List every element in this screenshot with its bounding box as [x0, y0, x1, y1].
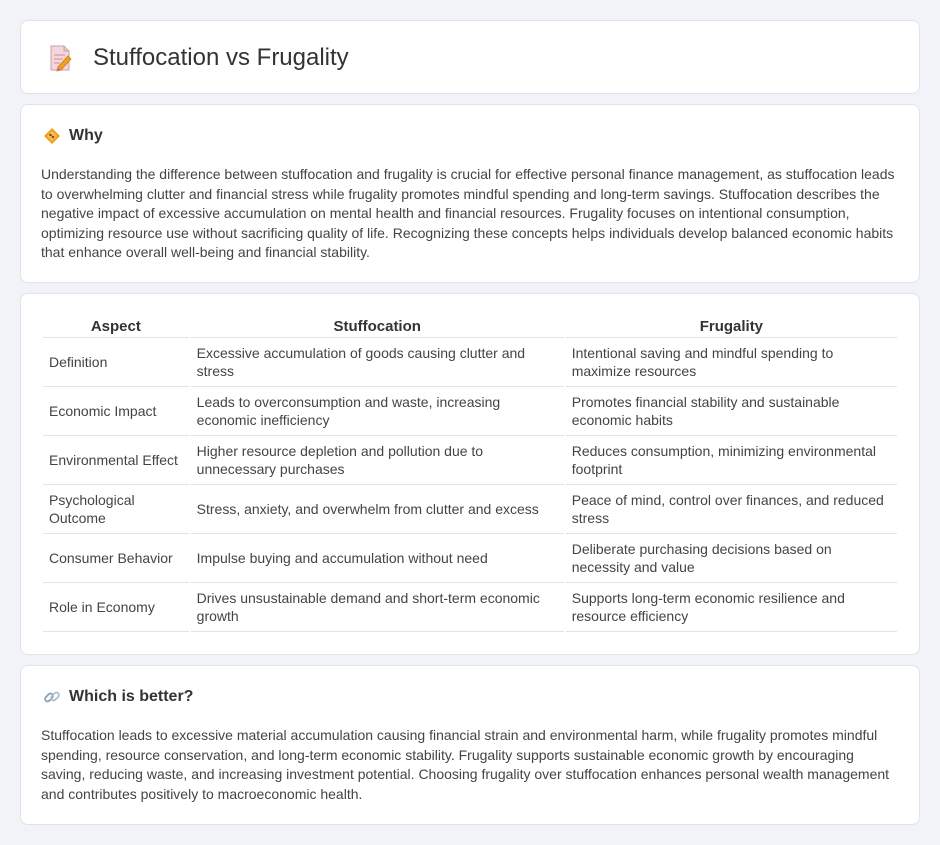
- why-heading: [43, 127, 103, 145]
- frugality-cell: Reduces consumption, minimizing environmental footprint: [566, 436, 897, 485]
- why-title: Why: [69, 127, 103, 144]
- frugality-cell: Deliberate purchasing decisions based on necessity and value: [566, 534, 897, 583]
- frugality-cell: Supports long-term economic resilience and resource efficiency: [566, 583, 897, 632]
- header-frugality: Frugality: [566, 316, 897, 338]
- table-row: [43, 338, 897, 387]
- aspect-cell: Definition: [43, 338, 189, 387]
- header-stuffocation: Stuffocation: [191, 316, 564, 338]
- stuffocation-cell: Higher resource depletion and pollution due to unnecessary purchases: [191, 436, 564, 485]
- aspect-cell: Role in Economy: [43, 583, 189, 632]
- table-row: [43, 387, 897, 436]
- aspect-cell: Psychological Outcome: [43, 485, 189, 534]
- table-header-row: [43, 316, 897, 338]
- aspect-cell: Consumer Behavior: [43, 534, 189, 583]
- better-section: [20, 665, 920, 825]
- frugality-cell: Intentional saving and mindful spending to maximize resources: [566, 338, 897, 387]
- why-section: [20, 104, 920, 283]
- better-title: Which is better?: [69, 688, 194, 705]
- comparison-section: [20, 293, 920, 655]
- aspect-cell: Environmental Effect: [43, 436, 189, 485]
- diamond-sign-icon: [43, 127, 61, 145]
- document-pencil-icon: [45, 43, 75, 73]
- stuffocation-cell: Stress, anxiety, and overwhelm from clutter and excess: [191, 485, 564, 534]
- header-aspect: Aspect: [43, 316, 189, 338]
- table-row: [43, 534, 897, 583]
- page-title: Stuffocation vs Frugality: [93, 44, 349, 71]
- stuffocation-cell: Impulse buying and accumulation without need: [191, 534, 564, 583]
- title-row: [45, 43, 349, 73]
- why-text: Understanding the difference between stuffocation and frugality is crucial for effective personal finance management, as stuffocation leads to overwhelming clutter and financial stress while frugality promotes mindful spending and long-term savings. Stuffocation describes the negative impact of excessive accumulation on mental health and financial resources. Frugality focuses on intentional consumption, optimizing resource use without sacrificing quality of life. Recognizing these concepts helps individuals develop balanced economic habits that enhance overall well-being and financial stability.: [41, 166, 895, 261]
- aspect-cell: Economic Impact: [43, 387, 189, 436]
- stuffocation-cell: Excessive accumulation of goods causing clutter and stress: [191, 338, 564, 387]
- frugality-cell: Promotes financial stability and sustainable economic habits: [566, 387, 897, 436]
- stuffocation-cell: Leads to overconsumption and waste, increasing economic inefficiency: [191, 387, 564, 436]
- table-row: [43, 583, 897, 632]
- link-icon: [43, 688, 61, 706]
- header-card: [20, 20, 920, 94]
- better-heading: [43, 688, 193, 706]
- comparison-table: [41, 316, 899, 632]
- stuffocation-cell: Drives unsustainable demand and short-term economic growth: [191, 583, 564, 632]
- frugality-cell: Peace of mind, control over finances, and reduced stress: [566, 485, 897, 534]
- better-text: Stuffocation leads to excessive material accumulation causing financial strain and environmental harm, while frugality promotes mindful spending, resource conservation, and long-term economic stability. Frugality supports sustainable economic growth by encouraging saving, reducing waste, and increasing investment potential. Choosing frugality over stuffocation enhances personal wealth management and contributes positively to macroeconomic health.: [41, 727, 890, 802]
- table-row: [43, 436, 897, 485]
- table-row: [43, 485, 897, 534]
